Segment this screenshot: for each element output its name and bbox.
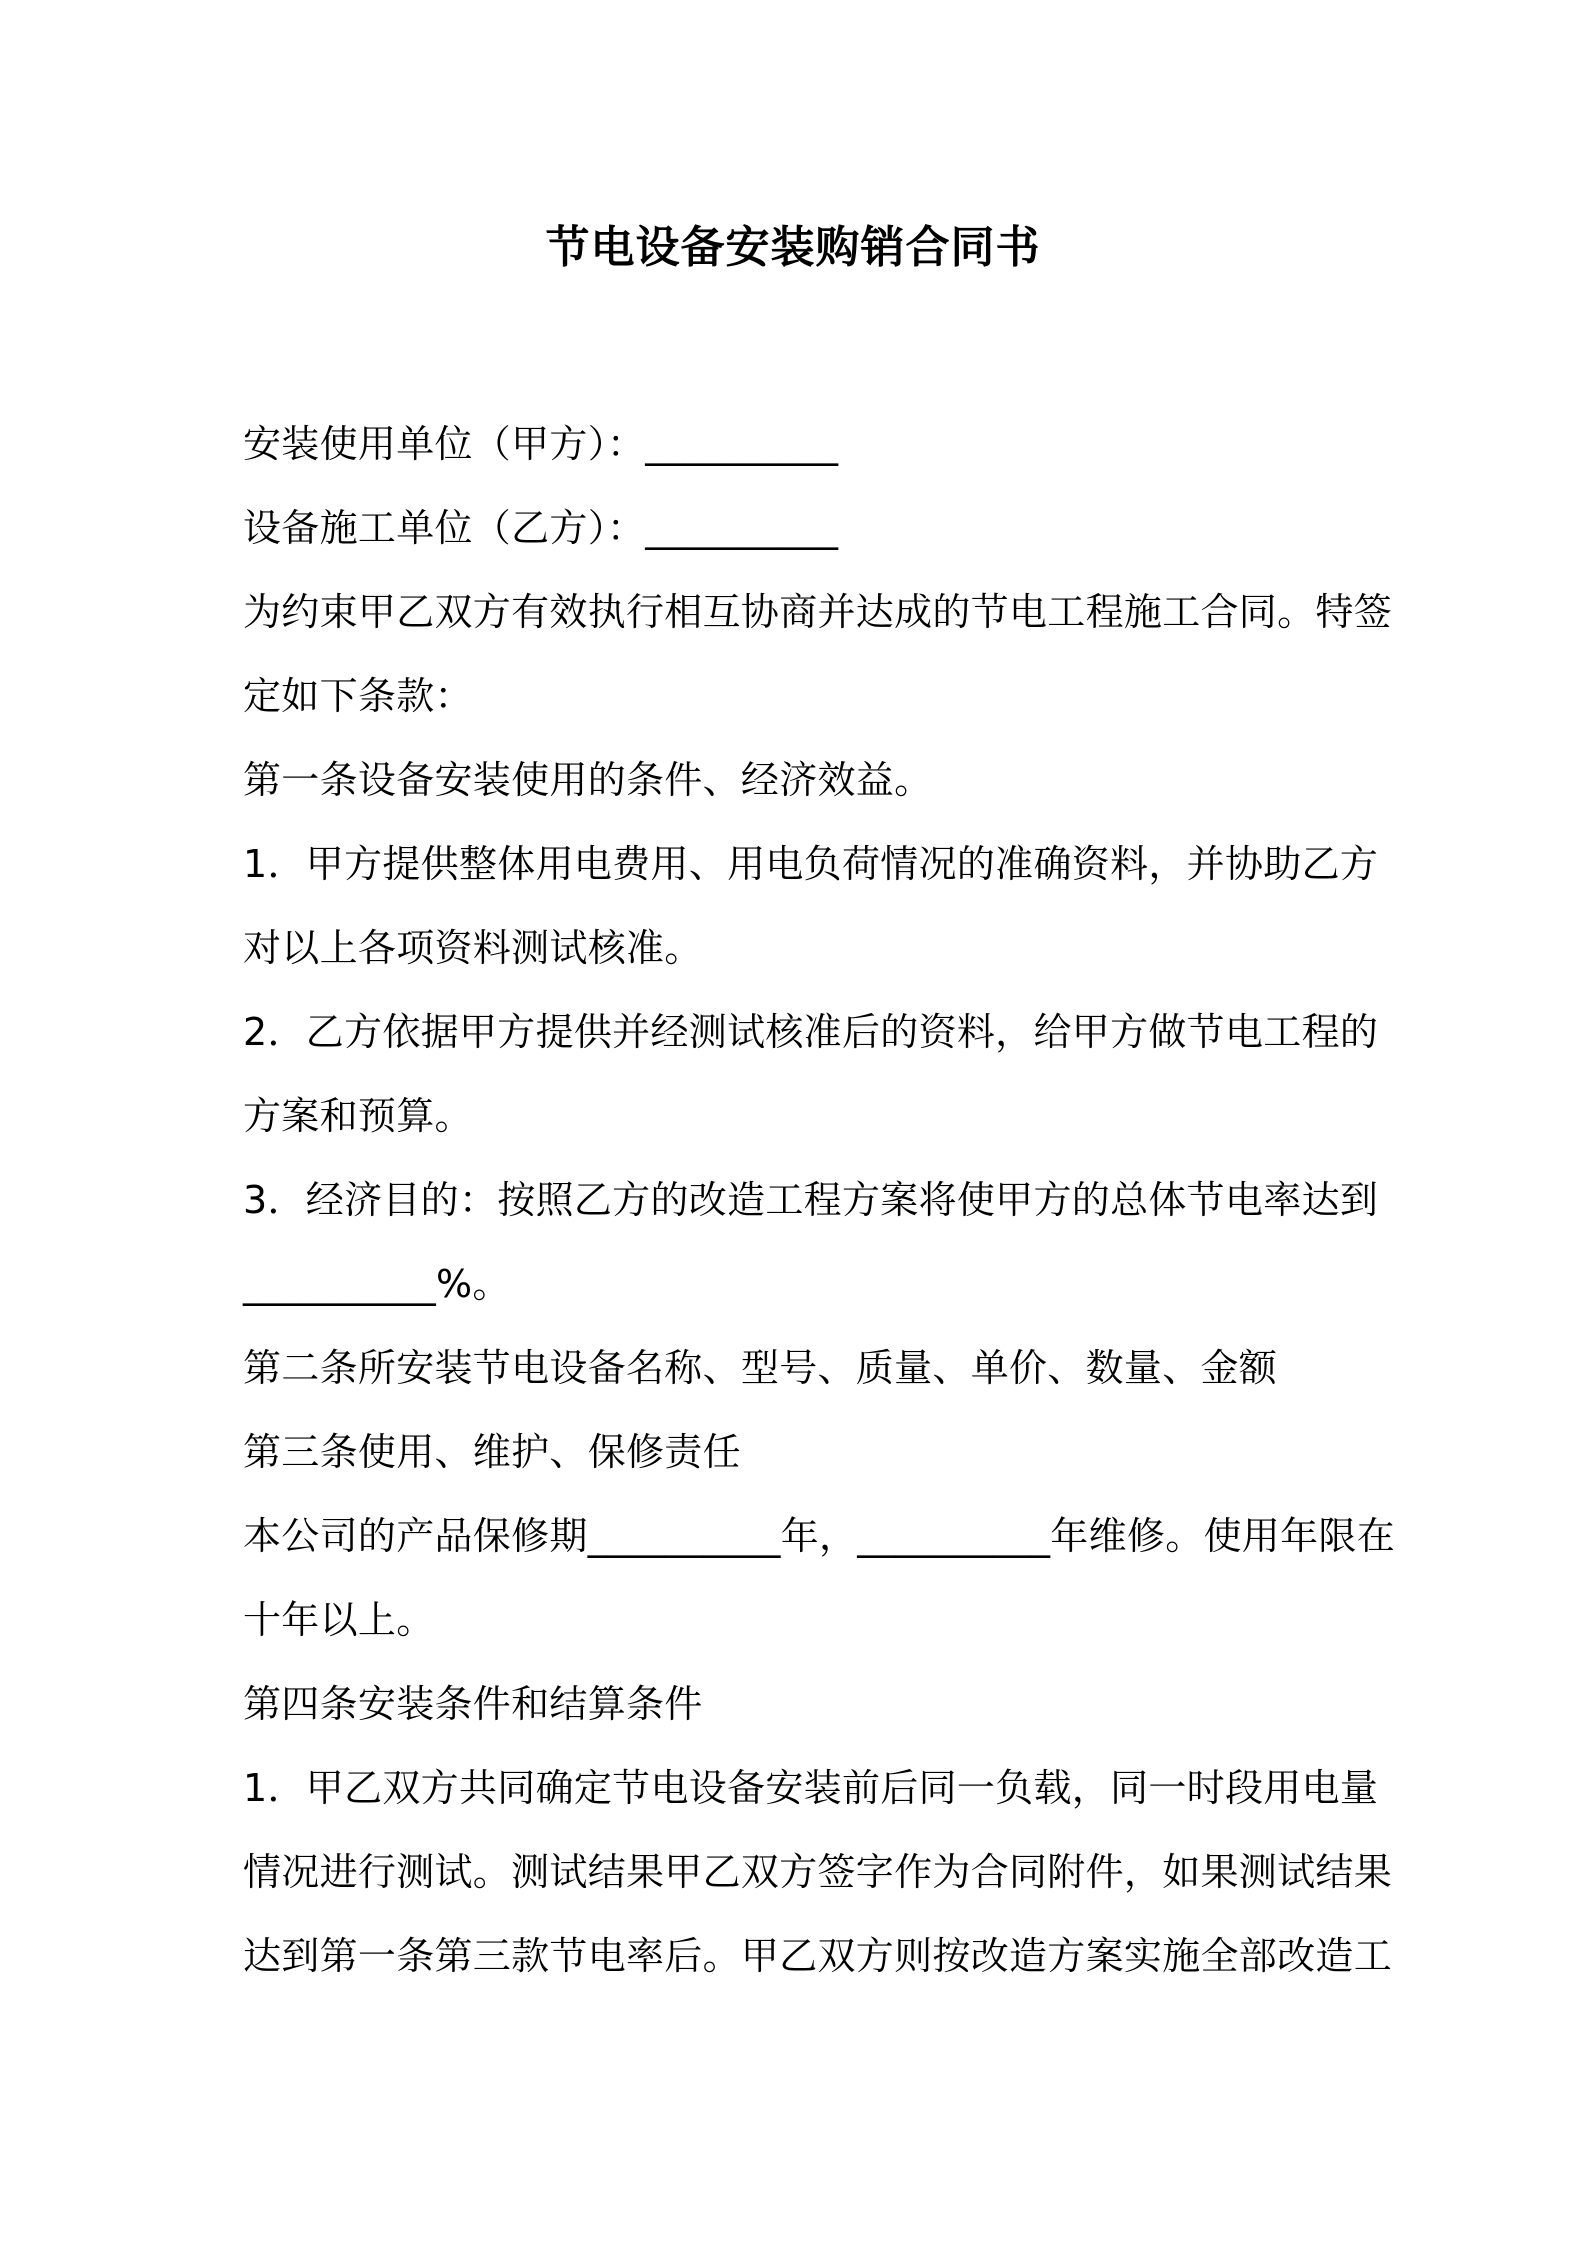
preamble-line-2: 定如下条款： — [243, 674, 473, 718]
party-b-line: 设备施工单位（乙方）：__________ — [243, 506, 839, 550]
preamble-line-1: 为约束甲乙双方有效执行相互协商并达成的节电工程施工合同。特签 — [243, 590, 1393, 634]
document-title: 节电设备安装购销合同书 — [545, 222, 1041, 273]
article-1-item-1-line-1: 1．甲方提供整体用电费用、用电负荷情况的准确资料，并协助乙方 — [243, 842, 1379, 886]
article-1-item-2-line-2: 方案和预算。 — [243, 1094, 473, 1138]
document-body — [243, 402, 1396, 1998]
article-1-item-3-line-2: __________%。 — [243, 1262, 511, 1306]
article-4-item-1-line-2: 情况进行测试。测试结果甲乙双方签字作为合同附件，如果测试结果 — [243, 1850, 1393, 1894]
article-1-item-3-line-1: 3．经济目的：按照乙方的改造工程方案将使甲方的总体节电率达到 — [243, 1178, 1379, 1222]
article-2-heading: 第二条所安装节电设备名称、型号、质量、单价、数量、金额 — [243, 1346, 1278, 1390]
article-1-heading: 第一条设备安装使用的条件、经济效益。 — [243, 758, 933, 802]
warranty-line-1: 本公司的产品保修期__________年，__________年维修。使用年限在 — [243, 1514, 1396, 1558]
article-4-heading: 第四条安装条件和结算条件 — [243, 1682, 703, 1726]
article-4-item-1-line-3: 达到第一条第三款节电率后。甲乙双方则按改造方案实施全部改造工 — [243, 1934, 1393, 1978]
article-1-item-2-line-1: 2．乙方依据甲方提供并经测试核准后的资料，给甲方做节电工程的 — [243, 1010, 1379, 1054]
article-3-heading: 第三条使用、维护、保修责任 — [243, 1430, 741, 1474]
warranty-line-2: 十年以上。 — [243, 1598, 435, 1642]
article-1-item-1-line-2: 对以上各项资料测试核准。 — [243, 926, 703, 970]
article-4-item-1-line-1: 1．甲乙双方共同确定节电设备安装前后同一负载，同一时段用电量 — [243, 1766, 1379, 1810]
party-a-line: 安装使用单位（甲方）：__________ — [243, 422, 839, 466]
